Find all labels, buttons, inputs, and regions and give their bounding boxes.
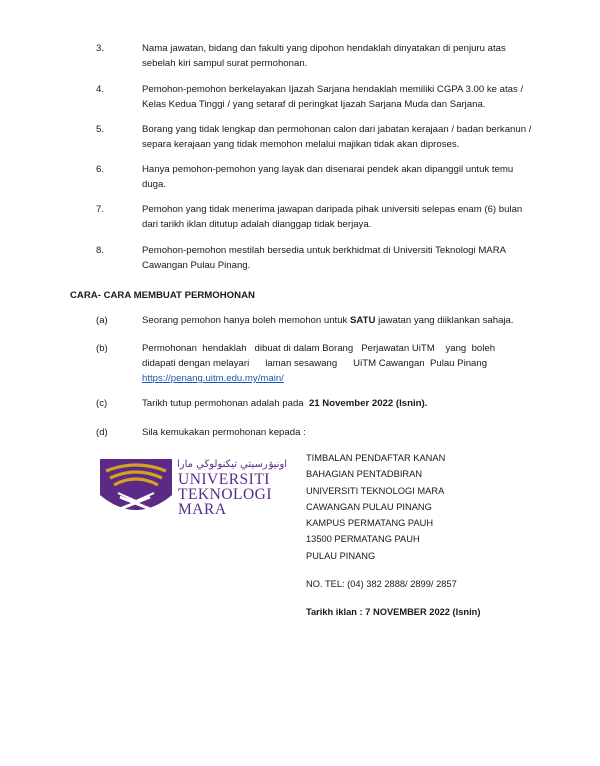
- step-text: Sila kemukakan permohonan kepada :: [142, 427, 306, 438]
- telephone-number: NO. TEL: (04) 382 2888/ 2899/ 2857: [306, 579, 457, 590]
- step-text-line: Permohonan hendaklah dibuat di dalam Borang Perjawatan UiTM yang boleh: [142, 343, 496, 354]
- item-number: 3.: [96, 43, 105, 54]
- step-text: [142, 396, 534, 411]
- step-number: (a): [96, 315, 108, 326]
- item-text: Borang yang tidak lengkap dan permohonan calon dari jabatan kerajaan / badan berkanun / separa kerajaan yang tidak memohon melalui majikan tidak akan diproses.: [142, 124, 532, 150]
- item-text: Hanya pemohon-pemohon yang layak dan disenarai pendek akan dipanggil untuk temu duga.: [142, 164, 514, 190]
- logo-line3: MARA: [178, 501, 227, 518]
- uitm-crest-icon: [98, 453, 294, 519]
- penang-url-link[interactable]: https://penang.uitm.edu.my/main/: [142, 373, 284, 384]
- step-number: (b): [96, 343, 108, 354]
- address-block: [306, 450, 546, 621]
- closing-date: 21 November 2022 (Isnin).: [308, 398, 428, 409]
- step-number: (d): [96, 427, 108, 438]
- item-number: 8.: [96, 245, 105, 256]
- step-text: [142, 341, 534, 386]
- item-number: 7.: [96, 204, 105, 215]
- address-line: KAMPUS PERMATANG PAUH: [306, 518, 434, 529]
- step-number: (c): [96, 398, 108, 409]
- step-text-bold: SATU: [350, 315, 376, 326]
- item-number: 5.: [96, 124, 105, 135]
- address-line: UNIVERSITI TEKNOLOGI MARA: [306, 485, 445, 496]
- logo-jawi: اونيۏرسيتي تيكنولوڬي مارا: [176, 459, 288, 470]
- logo-line2: TEKNOLOGI: [178, 486, 273, 503]
- address-line: PULAU PINANG: [306, 550, 376, 561]
- item-number: 4.: [96, 84, 105, 95]
- step-text-part: Seorang pemohon hanya boleh memohon untuk: [142, 315, 351, 326]
- address-line: BAHAGIAN PENTADBIRAN: [306, 469, 423, 480]
- address-line: 13500 PERMATANG PAUH: [306, 534, 420, 545]
- advert-date: Tarikh iklan : 7 NOVEMBER 2022 (Isnin): [306, 607, 481, 618]
- uitm-logo: [98, 453, 294, 519]
- address-line: CAWANGAN PULAU PINANG: [306, 501, 432, 512]
- item-text: Pemohon-pemohon mestilah bersedia untuk berkhidmat di Universiti Teknologi MARA Cawangan Pulau Pinang.: [142, 245, 506, 271]
- step-text-part: Tarikh tutup permohonan adalah pada: [142, 398, 309, 409]
- item-text: Nama jawatan, bidang dan fakulti yang dipohon hendaklah dinyatakan di penjuru atas sebelah kiri sampul surat permohonan.: [142, 43, 506, 69]
- logo-line1: UNIVERSITI: [178, 471, 270, 488]
- section-heading: CARA- CARA MEMBUAT PERMOHONAN: [70, 290, 255, 301]
- step-text-line: didapati dengan melayari laman sesawang UiTM Cawangan Pulau Pinang: [142, 358, 488, 369]
- step-text-part: jawatan yang diiklankan sahaja.: [375, 315, 514, 326]
- item-text: Pemohon yang tidak menerima jawapan daripada pihak universiti selepas enam (6) bulan dari tarikh iklan ditutup adalah dianggap tidak berjaya.: [142, 204, 523, 230]
- item-number: 6.: [96, 164, 105, 175]
- step-text: [142, 313, 534, 328]
- address-line: TIMBALAN PENDAFTAR KANAN: [306, 453, 446, 463]
- item-text: Pemohon-pemohon berkelayakan Ijazah Sarjana hendaklah memiliki CGPA 3.00 ke atas / Kelas Kedua Tinggi / yang setaraf di peringkat Ijazah Sarjana Muda dan Sarjana.: [142, 84, 524, 110]
